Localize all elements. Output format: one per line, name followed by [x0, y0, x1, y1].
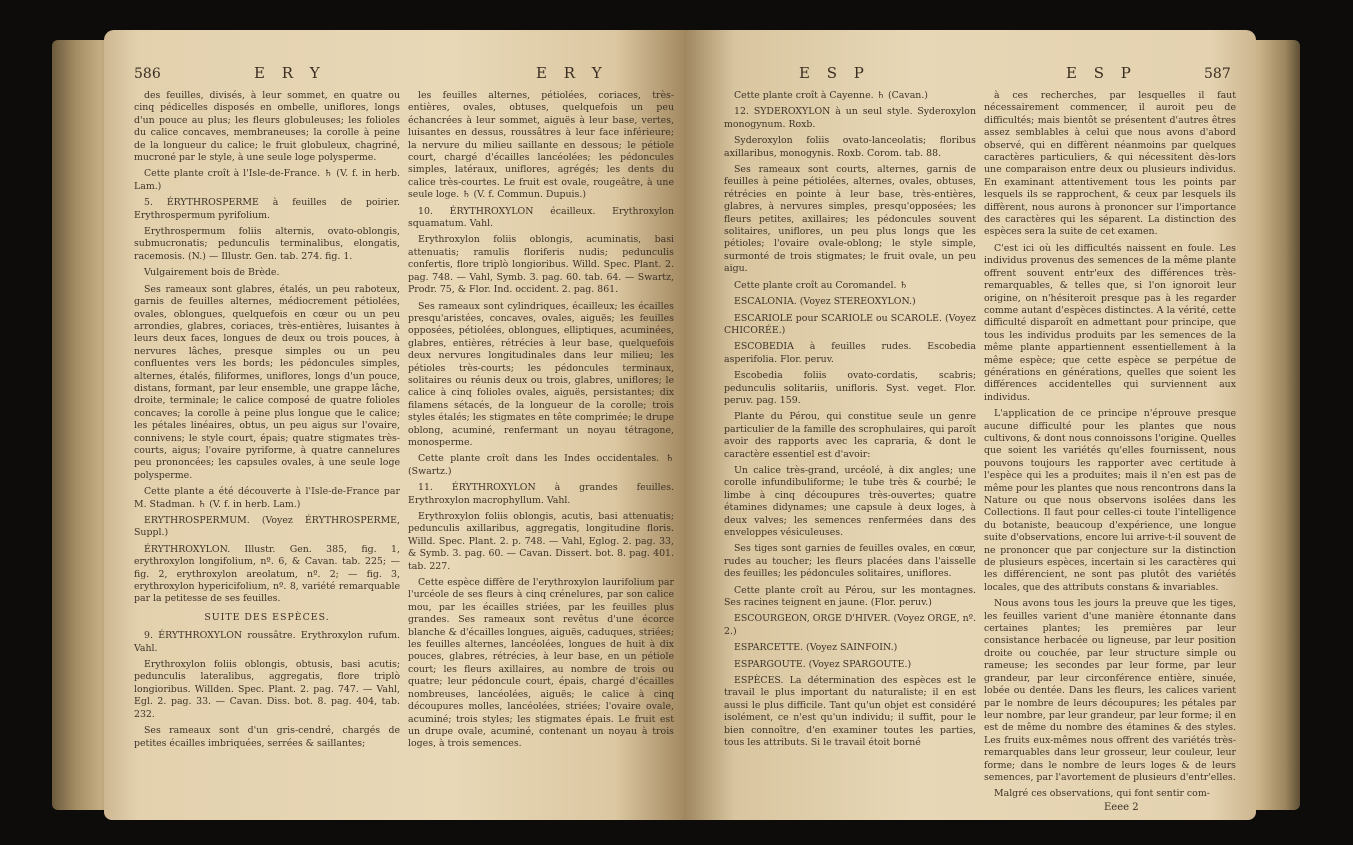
- paragraph: les feuilles alternes, pétiolées, coriaces, très-entières, ovales, obtuses, quelquefois un peu échancrées à leur sommet, aiguës à leur base, vertes, luisantes en dessus, roussâtres à leur face inférieure; la nervure du milieu saillante en dessous; le pétiole court, chargé d'écailles lancéolées; les pédoncules simples, latéraux, uniflores, agrégés; les dents du calice très-courtes. Le fruit est ovale, rougeâtre, à une seule loge. ♄ (V. f. Commun. Dupuis.): [408, 90, 674, 201]
- paragraph: Erythroxylon foliis oblongis, acuminatis, basi attenuatis; ramulis floriferis nudis; pedunculis confertis, flore triplò longioribus. Willd. Spec. Plant. 2. pag. 748. — Vahl, Symb. 3. pag. 60. tab. 64. — Swartz, Prodr. 75, & Flor. Ind. occident. 2. pag. 861.: [408, 234, 674, 296]
- paragraph: des feuilles, divisés, à leur sommet, en quatre ou cinq pédicelles disposés en ombelle, uniflores, longs d'un pouce au plus; les fleurs globuleuses; les folioles du calice concaves, membraneuses; la corolle à peine de la longueur du calice; le fruit globuleux, chagriné, mucroné par le style, à une seule loge polysperme.: [134, 90, 400, 164]
- paragraph: Ses rameaux sont d'un gris-cendré, chargés de petites écailles imbriquées, serrées & saillantes;: [134, 725, 400, 749]
- paragraph: Erythrospermum foliis alternis, ovato-oblongis, submucronatis; pedunculis terminalibus, elongatis, racemosis. (N.) — Illustr. Gen. tab. 274. fig. 1.: [134, 226, 400, 262]
- paragraph: Nous avons tous les jours la preuve que les tiges, les feuilles varient d'une manière étonnante dans certaines plantes; les premières par leur consistance herbacée ou ligneuse, par leur position droite ou couchée, par leur structure simple ou rameuse; les secondes par leur forme, par leur grandeur, par leur circonférence entière, sinuée, lobée ou dentée. Dans les fleurs, les calices varient par le nombre de leurs découpures; les pétales par leur nombre, par leur grandeur, par leur forme; il en est de même du nombre des étamines & des styles. Les fruits eux-mêmes nous offrent des variétés très-remarquables dans leur grosseur, leur couleur, leur forme; dans le nombre de leurs loges & de leurs semences, par l'avortement de plusieurs d'entr'elles.: [984, 598, 1236, 783]
- paragraph: L'application de ce principe n'éprouve presque aucune difficulté pour les plantes que nous cultivons, & dont nous connoissons l'origine. Quelles que soient les variétés qu'elles fournissent, nous pouvons toujours les rapporter avec certitude à l'espèce qui les a produites; mais il n'en est pas de même pour les plantes que nous rencontrons dans la Nature ou que nous observons isolées dans les Collections. Il faut pour celles-ci toute l'intelligence du botaniste, beaucoup d'expérience, une longue suite d'observations, encore lui arrive-t-il souvent de ne prononcer que par conjecture sur la distinction de plusieurs espèces, incertain si les caractères qui les différencient, ne sont pas plutôt des variétés locales, que des attributs constans & invariables.: [984, 408, 1236, 593]
- paragraph: Cette plante croît à l'Isle-de-France. ♄ (V. f. in herb. Lam.): [134, 168, 400, 192]
- left-header-right: E R Y: [536, 64, 608, 82]
- paragraph: Cette plante croît à Cayenne. ♄ (Cavan.): [734, 90, 928, 101]
- paragraph: ESPARCETTE. (Voyez SAINFOIN.): [734, 642, 898, 654]
- right-header-left: E S P: [799, 64, 870, 82]
- paragraph: 10. ÉRYTHROXYLON écailleux. Erythroxylon squamatum. Vahl.: [408, 205, 674, 230]
- right-page-number: 587: [1204, 66, 1231, 82]
- paragraph: SUITE DES ESPÈCES.: [204, 611, 330, 623]
- paragraph: Plante du Pérou, qui constitue seule un genre particulier de la famille des scrophulaires, qui paroît avoir des rapports avec les capraria, & dont le caractère essentiel est d'avoir:: [724, 411, 976, 460]
- paragraph: Ses rameaux sont courts, alternes, garnis de feuilles à peine pétiolées, alternes, ovales, obtuses, rétrécies en pointe à leur base, très-entières, glabres, à nervures simples, presqu'opposées; les fleurs petites, axillaires; les pédoncules souvent solitaires, uniflores, un peu plus longs que les pétioles; l'ovaire ovale-oblong; le style simple, surmonté de trois stigmates; le fruit ovale, un peu aigu.: [724, 164, 976, 275]
- paragraph: Cette plante a été découverte à l'Isle-de-France par M. Stadman. ♄ (V. f. in herb. Lam.): [134, 486, 400, 510]
- paragraph: Escobedia foliis ovato-cordatis, scabris; pedunculis solitariis, unifloris. Syst. veget. Flor. peruv. pag. 159.: [724, 370, 976, 406]
- paragraph: à ces recherches, par lesquelles il faut nécessairement commencer, il auroit peu de difficultés; mais bientôt se présentent d'autres êtres assez semblables à celui que nous avons d'abord observé, qui en diffèrent néanmoins par quelques caractères particuliers, & qui nécessitent dès-lors une comparaison entre deux ou plusieurs individus. En examinant attentivement tous les points par lesquels ils se rapprochent, & ceux par lesquels ils diffèrent, nous aurons à prononcer sur l'importance des caractères qui les séparent. La distinction des espèces sera la suite de cet examen.: [984, 90, 1236, 238]
- paragraph: Cette plante croît au Coromandel. ♄: [734, 279, 908, 291]
- paragraph: Ses rameaux sont cylindriques, écailleux; les écailles presqu'aristées, concaves, ovales, aiguës; les feuilles opposées, pétiolées, oblongues, elliptiques, acuminées, glabres, entières, rétrécies à leur base, quelquefois deux nervures longitudinales dans leur milieu; les pétioles très-courts; les pédoncules terminaux, solitaires ou réunis deux ou trois, glabres, uniflores; le calice à cinq folioles ovales, aiguës, persistantes; dix filamens sétacés, de la longueur de la corolle; trois styles étalés; les stigmates en tête comprimée; le drupe oblong, acuminé, renfermant un noyau tétragone, monosperme.: [408, 300, 674, 448]
- paragraph: Cette espèce diffère de l'erythroxylon laurifolium par l'urcéole de ses fleurs à cinq crénelures, par son calice mou, par les écailles striées, par les feuilles plus grandes. Ses rameaux sont revêtus d'une écorce blanche & d'écailles longues, aiguës, caduques, striées; les feuilles alternes, lancéolées, longues de huit à dix pouces, glabres, rétrécies, à leur base, en un pétiole court; les fleurs axillaires, au nombre de trois ou quatre; leur pédoncule court, épais, chargé d'écailles nombreuses, lancéolées, aiguës; le calice à cinq découpures molles, lancéolées, striées; l'ovaire ovale, acuminé; trois styles; les stigmates épais. Le fruit est un drupe ovale, acuminé, contenant un noyau à trois loges, à trois semences.: [408, 577, 674, 750]
- paragraph: 11. ÉRYTHROXYLON à grandes feuilles. Erythroxylon macrophyllum. Vahl.: [408, 482, 674, 506]
- paragraph: ÉRYTHROXYLON. Illustr. Gen. 385, fig. 1, erythroxylon longifolium, nº. 6, & Cavan. tab. 225; — fig. 2, erythroxylon areolatum, nº. 2; — fig. 3, erythroxylon hypericifolium, nº. 8, variété remarquable par la petitesse de ses feuilles.: [134, 543, 400, 605]
- left-page-column-1: [134, 90, 400, 754]
- paragraph: 9. ÉRYTHROXYLON roussâtre. Erythroxylon rufum. Vahl.: [134, 630, 400, 654]
- signature-mark: Eeee 2: [1104, 802, 1139, 813]
- right-page-header: [684, 64, 1256, 86]
- paragraph: Ses tiges sont garnies de feuilles ovales, en cœur, rudes au toucher; les fleurs placées dans l'aisselle des feuilles; les pédoncules solitaires, uniflores.: [724, 543, 976, 580]
- left-page-edges: [52, 40, 112, 810]
- paragraph: ESPÈCES. La détermination des espèces est le travail le plus important du naturaliste; il en est aussi le plus difficile. Tant qu'un objet est considéré isolément, ce n'est qu'un individu; il suffit, pour le bien connoître, d'en examiner toutes les parties, tous les attributs. Si le travail étoit borné: [724, 675, 976, 749]
- left-header-left: E R Y: [254, 64, 326, 82]
- paragraph: Syderoxylon foliis ovato-lanceolatis; floribus axillaribus, monogynis. Roxb. Corom. tab. 88.: [724, 135, 976, 159]
- paragraph: Cette plante croît dans les Indes occidentales. ♄ (Swartz.): [408, 453, 674, 477]
- paragraph: ESCALONIA. (Voyez STEREOXYLON.): [734, 296, 916, 308]
- paragraph: ESPARGOUTE. (Voyez SPARGOUTE.): [734, 658, 912, 670]
- left-page-column-2: [408, 90, 674, 755]
- left-page-header: [104, 64, 684, 86]
- paragraph: Un calice très-grand, urcéolé, à dix angles; une corolle infundibuliforme; le tube très & courbé; le limbe à cinq découpures très-ouvertes; quatre étamines didynames; une capsule à deux loges, à deux valves; les semences renfermées dans des enveloppes vésiculeuses.: [724, 464, 976, 538]
- paragraph: Vulgairement bois de Brède.: [144, 267, 280, 279]
- paragraph: 5. ÉRYTHROSPERME à feuilles de poirier. Erythrospermum pyrifolium.: [134, 197, 400, 221]
- paragraph: 12. SYDEROXYLON à un seul style. Syderoxylon monogynum. Roxb.: [724, 106, 976, 130]
- right-header-right: E S P: [1066, 64, 1137, 82]
- paragraph: Cette plante croît au Pérou, sur les montagnes. Ses racines teignent en jaune. (Flor. peruv.): [724, 584, 976, 609]
- right-page: [684, 30, 1256, 820]
- left-page: [104, 30, 684, 820]
- paragraph: C'est ici où les difficultés naissent en foule. Les individus provenus des semences de la même plante offrent souvent entr'eux des différences très-remarquables, & telles que, si l'on ignoroit leur origine, on n'hésiteroit presque pas à les regarder comme autant d'espèces distinctes. A la vérité, cette difficulté disparoît en admettant pour principe, que tous les individus produits par les semences de la même plante appartiennent essentiellement à la même espèce; que cette espèce se perpétue de générations en générations, quelles que soient les différences accidentelles qui surviennent aux individus.: [984, 242, 1236, 403]
- paragraph: ESCOBEDIA à feuilles rudes. Escobedia asperifolia. Flor. peruv.: [724, 341, 976, 365]
- paragraph: ESCOURGEON, ORGE D'HIVER. (Voyez ORGE, nº. 2.): [724, 613, 976, 637]
- left-page-number: 586: [134, 66, 161, 82]
- paragraph: Erythroxylon foliis oblongis, acutis, basi attenuatis; pedunculis axillaribus, aggregatis, longitudine floris. Willd. Spec. Plant. 2. p. 748. — Vahl, Eglog. 2. pag. 33, & Symb. 3. pag. 60. — Cavan. Dissert. bot. 8. pag. 401. tab. 227.: [408, 511, 674, 572]
- right-page-column-1: [724, 90, 976, 754]
- paragraph: Malgré ces observations, qui font sentir com-: [994, 788, 1210, 800]
- paragraph: Ses rameaux sont glabres, étalés, un peu raboteux, garnis de feuilles alternes, médiocrement pétiolées, ovales, oblongues, quelquefois en cœur ou un peu arrondies, glabres, coriaces, très-entières, luisantes à leurs deux faces, longues de deux ou trois pouces, à nervures lâches, presque simples ou un peu confluentes vers les bords; les pédoncules simples, alternes, étalés, filiformes, uniflores, longs d'un pouce, distans, formant, par leur ensemble, une grappe lâche, droite, terminale; le calice composé de quatre folioles concaves; la corolle à peine plus longue que le calice; les pétales linéaires, obtus, un peu aigus sur l'ovaire, connivens; le style court, épais; quatre stigmates très-courts, aigus; l'ovaire pyriforme, à quatre cannelures peu prononcées; les capsules ovales, à une seule loge polysperme.: [134, 283, 400, 481]
- paragraph: Erythroxylon foliis oblongis, obtusis, basi acutis; pedunculis lateralibus, aggregatis, flore triplò longioribus. Willden. Spec. Plant. 2. pag. 747. — Vahl, Egl. 2. pag. 33. — Cavan. Diss. bot. 8. pag. 404, tab. 232.: [134, 659, 400, 720]
- right-page-column-2: [984, 90, 1236, 805]
- paragraph: ESCARIOLE pour SCARIOLE ou SCAROLE. (Voyez CHICORÉE.): [724, 312, 976, 336]
- paragraph: ERYTHROSPERMUM. (Voyez ÉRYTHROSPERME, Suppl.): [134, 515, 400, 539]
